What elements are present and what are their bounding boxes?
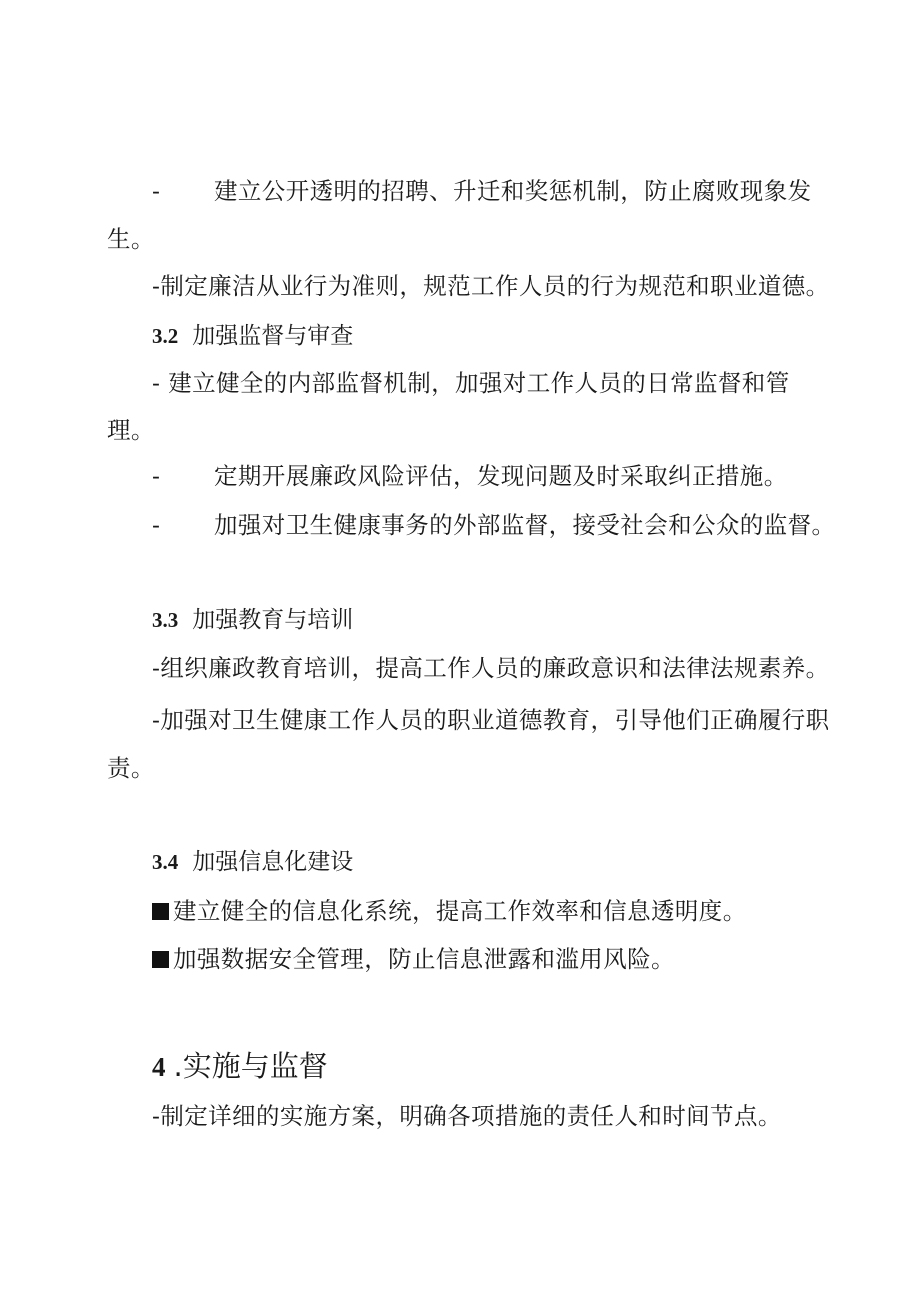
section-title: .实施与监督 xyxy=(173,1049,328,1083)
bullet-item xyxy=(152,896,747,926)
list-dash: - xyxy=(152,462,160,490)
list-item-text: - 建立健全的内部监督机制，加强对工作人员的日常监督和管 xyxy=(152,369,790,397)
section-number: 3.4 xyxy=(152,850,179,874)
list-item-text: 加强对卫生健康事务的外部监督，接受社会和公众的监督。 xyxy=(214,511,836,539)
list-dash: - xyxy=(152,177,160,205)
section-title: 加强信息化建设 xyxy=(192,849,354,875)
section-title: 加强教育与培训 xyxy=(192,607,354,633)
section-number: 3.3 xyxy=(152,608,179,632)
section-heading-3-3 xyxy=(152,605,353,635)
list-item-text: 建立公开透明的招聘、升迁和奖惩机制，防止腐败现象发 xyxy=(214,177,812,205)
section-heading-4 xyxy=(152,1048,328,1085)
bullet-item-text: 建立健全的信息化系统，提高工作效率和信息透明度。 xyxy=(173,897,747,925)
list-item-text: 定期开展廉政风险评估，发现问题及时采取纠正措施。 xyxy=(214,462,788,490)
list-dash: - xyxy=(152,511,160,539)
bullet-item xyxy=(152,944,675,974)
list-item-text: -加强对卫生健康工作人员的职业道德教育，引导他们正确履行职 xyxy=(152,706,830,734)
square-bullet-icon xyxy=(152,951,169,968)
bullet-item-text: 加强数据安全管理，防止信息泄露和滥用风险。 xyxy=(173,945,675,973)
section-title: 加强监督与审查 xyxy=(192,323,354,349)
section-number: 3.2 xyxy=(152,324,179,348)
section-number: 4 xyxy=(152,1052,166,1082)
list-item-text: -制定详细的实施方案，明确各项措施的责任人和时间节点。 xyxy=(152,1102,782,1130)
square-bullet-icon xyxy=(152,903,169,920)
section-heading-3-4 xyxy=(152,847,353,877)
list-item-text-continued: 生。 xyxy=(107,225,155,253)
list-item-text-continued: 责。 xyxy=(107,754,155,782)
list-item-text-continued: 理。 xyxy=(107,416,155,444)
section-heading-3-2 xyxy=(152,321,353,351)
list-item-text: -组织廉政教育培训，提高工作人员的廉政意识和法律法规素养。 xyxy=(152,654,830,682)
list-item-text: -制定廉洁从业行为准则，规范工作人员的行为规范和职业道德。 xyxy=(152,272,830,300)
